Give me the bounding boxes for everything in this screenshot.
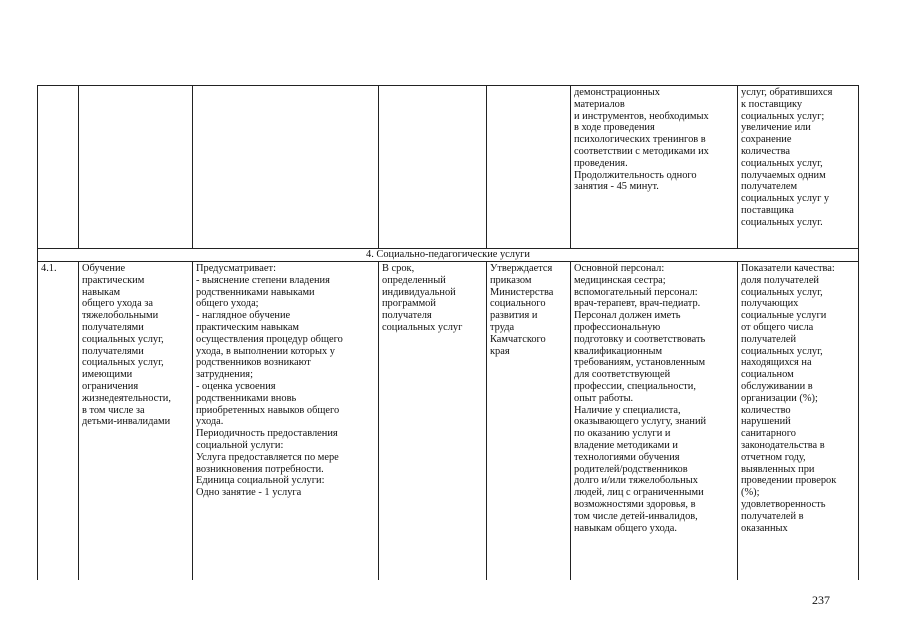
service-conditions: Основной персонал: медицинская сестра; вспомогательный персонал: врач-терапевт, врач-педиатр. Персонал должен иметь профессиональную подготовку и соответствовать квалификационным требованиям, установленным для соответствующей профессии, специальности, опыт работы. Наличие у специалиста, оказывающего услугу, знаний по оказанию услуги и владение методиками и технологиями обучения родителей/родственников долго и/или тяжелобольных людей, лиц с ограниченными возможностями здоровья, в том числе детей-инвалидов, навыкам общего ухода.: [574, 263, 707, 534]
table-cell-tariff: [486, 86, 570, 249]
service-name: Обучение практическим навыкам общего ухода за тяжелобольными получателями социальных услуг, получателями социальных услуг, имеющими ограничения жизнедеятельности, в том числе за детьми-инвалидами: [82, 263, 171, 428]
service-description: Предусматривает: - выяснение степени владения родственниками навыками общего ухода; - наглядное обучение практическим навыкам осуществления процедур общего ухода, в выполнении которых у родственников возникают затруднения; - оценка усвоения родственниками вновь приобретенных навыков общего ухода. Периодичность предоставления социальной услуги: Услуга предоставляется по мере возникновения потребности. Единица социальной услуги: Одно занятие - 1 услуга: [196, 263, 343, 499]
section-header-row: [37, 248, 859, 262]
table-cell-conditions: [570, 86, 737, 249]
table-cell-term: [378, 262, 486, 580]
service-term: В срок, определенный индивидуальной программой получателя социальных услуг: [382, 263, 463, 333]
table-cell-tariff: [486, 262, 570, 580]
section-title: 4. Социально-педагогические услуги: [366, 249, 530, 260]
table-cell-description: [192, 262, 378, 580]
conditions-text-continued: демонстрационных материалов и инструментов, необходимых в ходе проведения психологических тренингов в соответствии с методиками их проведения. Продолжительность одного занятия - 45 минут.: [574, 87, 709, 193]
table-cell-indicators: [737, 262, 859, 580]
table-cell-name: [78, 86, 192, 249]
table-cell-indicators: [737, 86, 859, 249]
table-row: [37, 262, 859, 580]
service-tariff: Утверждается приказом Министерства социального развития и труда Камчатского края: [490, 263, 554, 357]
service-indicators: Показатели качества: доля получателей социальных услуг, получающих социальные услуги от общего числа получателей социальных услуг, находящихся на социальном обслуживании в организации (%); количество нарушений санитарного законодательства в отчетном году, выявленных при проведении проверок (%); удовлетворенность получателей в оказанных: [741, 263, 837, 534]
table-row: [37, 85, 859, 249]
table-cell-name: [78, 262, 192, 580]
services-table: [37, 85, 859, 580]
indicators-text-continued: услуг, обратившихся к поставщику социальных услуг; увеличение или сохранение количества социальных услуг, получаемых одним получателем социальных услуг у поставщика социальных услуг.: [741, 87, 833, 228]
service-number: 4.1.: [41, 263, 57, 274]
table-cell-num: [37, 262, 78, 580]
page-number: 237: [812, 593, 830, 607]
table-cell-description: [192, 86, 378, 249]
table-cell-term: [378, 86, 486, 249]
table-cell-num: [37, 86, 78, 249]
table-cell-conditions: [570, 262, 737, 580]
